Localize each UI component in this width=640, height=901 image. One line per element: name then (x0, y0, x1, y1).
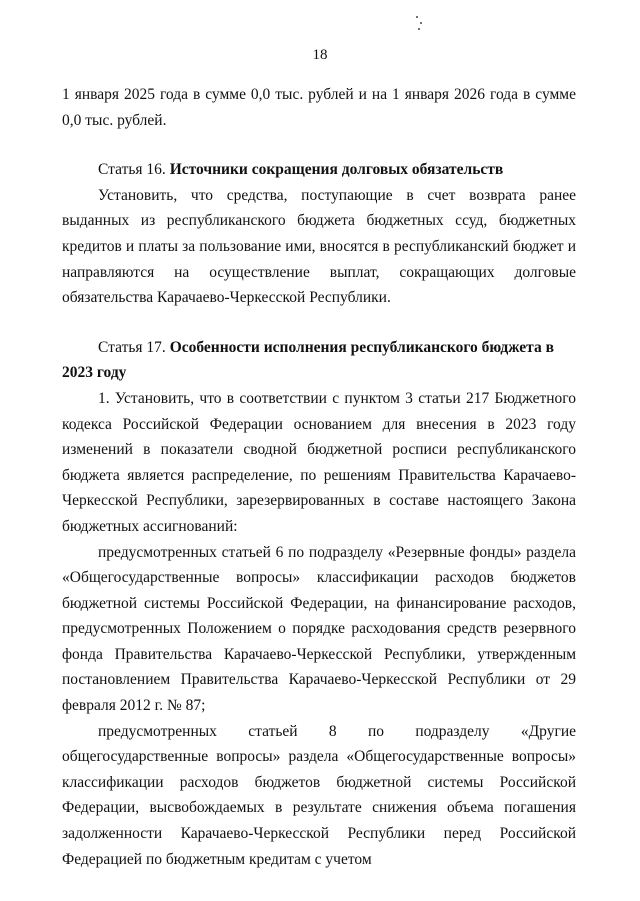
article-17-subclause-reserve-funds: предусмотренных статьей 6 по подразделу «Резервные фонды» раздела «Общегосударственные вопросы» классификации расходов бюджетов бюджетной системы Российской Федерации, на финансирование расходов, предусмотренных Положением о порядке расходования средств резервного фонда Правительства Карачаево-Черкесской Республики, утвержденным постановлением Правительства Карачаево-Черкесской Республики от 29 февраля 2012 г. № 87; (62, 543, 576, 715)
article-17-title: Особенности исполнения республиканского бюджета в 2023 году (62, 338, 554, 382)
scan-speck (416, 16, 418, 18)
spacer (62, 133, 576, 157)
article-17-heading (62, 335, 576, 386)
page-number: 18 (312, 47, 328, 63)
article-17-clause-1: 1. Установить, что в соответствии с пунктом 3 статьи 217 Бюджетного кодекса Российской Федерации основанием для внесения в 2023 году изменений в показатели сводной бюджетной росписи республиканского бюджета является распределение, по решениям Правительства Карачаево-Черкесской Республики, зарезервированных в составе настоящего Закона бюджетных ассигнований: (62, 389, 576, 535)
article-16-heading (62, 157, 576, 183)
document-body (62, 82, 576, 872)
scan-speck (420, 22, 422, 24)
spacer (62, 311, 576, 335)
article-16-text: Установить, что средства, поступающие в счет возврата ранее выданных из республиканского бюджета бюджетных ссуд, бюджетных кредитов и платы за пользование ими, вносятся в республиканский бюджет и направляются на осуществление выплат, сокращающих долговые обязательства Карачаево-Черкесской Республики. (62, 186, 576, 307)
article-17-subclause-other-issues: предусмотренных статьей 8 по подразделу «Другие общегосударственные вопросы» раздела «Общегосударственные вопросы» классификации расходов бюджетов бюджетной системы Российской Федерации, высвобождаемых в результате снижения объема погашения задолженности Карачаево-Черкесской Республики перед Российской Федерацией по бюджетным кредитам с учетом (62, 722, 576, 868)
scan-speck (418, 28, 420, 30)
article-16-number: Статья 16. (98, 161, 170, 179)
article-16-title: Источники сокращения долговых обязательств (169, 161, 504, 179)
article-17-number: Статья 17. (98, 338, 170, 356)
paragraph-continuation: 1 января 2025 года в сумме 0,0 тыс. рублей и на 1 января 2026 года в сумме 0,0 тыс. рублей. (62, 86, 576, 129)
